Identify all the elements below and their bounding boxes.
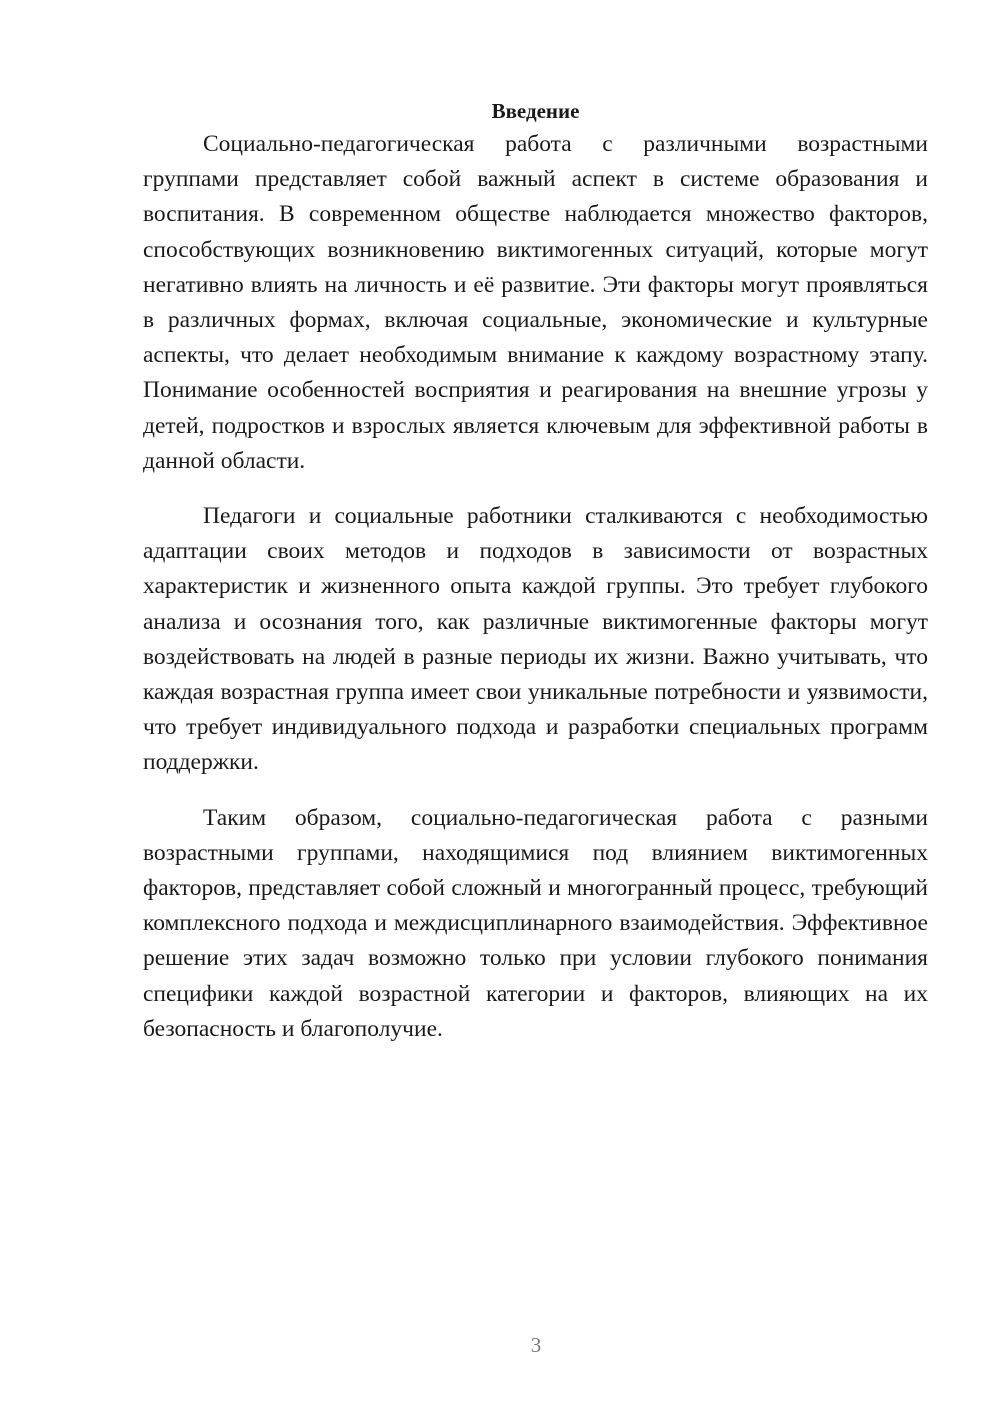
page-content [143,95,928,1047]
page-number: 3 [530,1333,542,1357]
paragraph: Социально-педагогическая работа с различными возрастными группами представляет собой важный аспект в системе образования и воспитания. В современном обществе наблюдается множество факторов, способствующих возникновению виктимогенных ситуаций, которые могут негативно влиять на личность и её развитие. Эти факторы могут проявляться в различных формах, включая социальные, экономические и культурные аспекты, что делает необходимым внимание к каждому возрастному этапу. Понимание особенностей восприятия и реагирования на внешние угрозы у детей, подростков и взрослых является ключевым для эффективной работы в данной области. [143,131,928,474]
section-title: Введение [491,99,580,123]
paragraph: Таким образом, социально-педагогическая работа с разными возрастными группами, находящимися под влиянием виктимогенных факторов, представляет собой сложный и многогранный процесс, требующий комплексного подхода и междисциплинарного взаимодействия. Эффективное решение этих задач возможно только при условии глубокого понимания специфики каждой возрастной категории и факторов, влияющих на их безопасность и благополучие. [143,804,928,1042]
paragraph: Педагоги и социальные работники сталкиваются с необходимостью адаптации своих методов и подходов в зависимости от возрастных характеристик и жизненного опыта каждой группы. Это требует глубокого анализа и осознания того, как различные виктимогенные факторы могут воздействовать на людей в разные периоды их жизни. Важно учитывать, что каждая возрастная группа имеет свои уникальные потребности и уязвимости, что требует индивидуального подхода и разработки специальных программ поддержки. [143,503,928,776]
